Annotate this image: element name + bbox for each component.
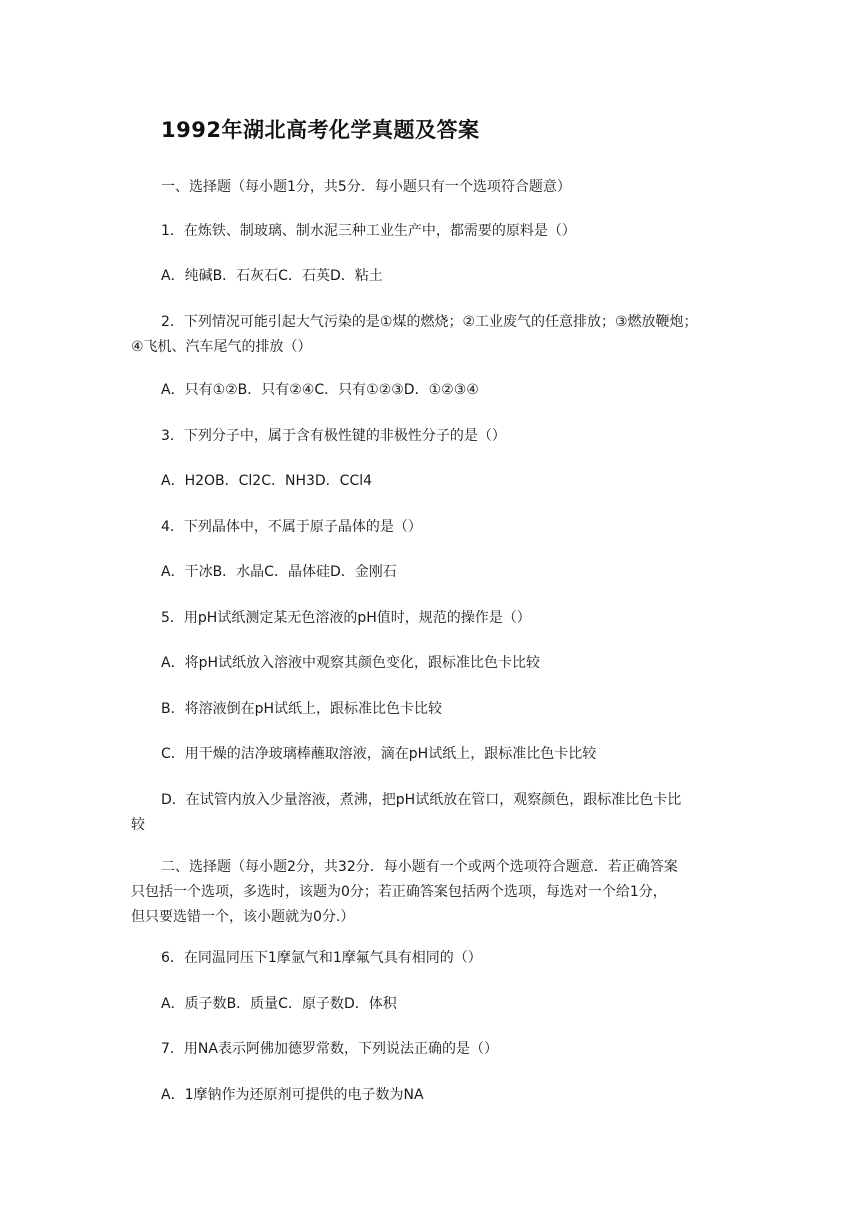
q2-question-line2: ④飞机、汽车尾气的排放（）	[131, 339, 312, 355]
q3-question: 3．下列分子中，属于含有极性键的非极性分子的是（）	[161, 428, 506, 444]
section1-header: 一、选择题（每小题1分，共5分．每小题只有一个选项符合题意）	[161, 179, 571, 195]
q5-option-c: C．用干燥的洁净玻璃棒蘸取溶液，滴在pH试纸上，跟标准比色卡比较	[161, 746, 597, 762]
q7-question: 7．用NA表示阿佛加德罗常数，下列说法正确的是（）	[161, 1041, 498, 1057]
q7-option-a: A．1摩钠作为还原剂可提供的电子数为NA	[161, 1087, 424, 1103]
section2-header-line2: 只包括一个选项，多选时，该题为0分；若正确答案包括两个选项，每选对一个给1分，	[131, 884, 667, 900]
q4-options: A．干冰B．水晶C．晶体硅D．金刚石	[161, 564, 397, 580]
q6-question: 6．在同温同压下1摩氩气和1摩氟气具有相同的（）	[161, 950, 482, 966]
q5-option-d-line2: 较	[131, 817, 145, 833]
q3-options: A．H2OB．Cl2C．NH3D．CCl4	[161, 473, 373, 489]
q5-option-d	[131, 788, 741, 838]
q1-options: A．纯碱B．石灰石C．石英D．粘土	[161, 268, 383, 284]
q5-option-d-line1: D．在试管内放入少量溶液，煮沸，把pH试纸放在管口，观察颜色，跟标准比色卡比	[161, 792, 682, 808]
section2-header-line3: 但只要选错一个，该小题就为0分.）	[131, 909, 355, 925]
section2-header-line1: 二、选择题（每小题2分，共32分．每小题有一个或两个选项符合题意．若正确答案	[161, 859, 678, 875]
section2-header	[131, 855, 741, 930]
q5-option-a: A．将pH试纸放入溶液中观察其颜色变化，跟标准比色卡比较	[161, 655, 540, 671]
q2-question	[131, 310, 741, 360]
q2-options: A．只有①②B．只有②④C．只有①②③D．①②③④	[161, 382, 479, 398]
q5-option-b: B．将溶液倒在pH试纸上，跟标准比色卡比较	[161, 701, 443, 717]
document-title: 1992年湖北高考化学真题及答案	[161, 118, 480, 142]
q4-question: 4．下列晶体中，不属于原子晶体的是（）	[161, 519, 422, 535]
q5-question: 5．用pH试纸测定某无色溶液的pH值时，规范的操作是（）	[161, 610, 531, 626]
q1-question: 1．在炼铁、制玻璃、制水泥三种工业生产中，都需要的原料是（）	[161, 223, 576, 239]
q2-question-line1: 2．下列情况可能引起大气污染的是①煤的燃烧；②工业废气的任意排放；③燃放鞭炮；	[161, 314, 698, 330]
q6-options: A．质子数B．质量C．原子数D．体积	[161, 996, 397, 1012]
